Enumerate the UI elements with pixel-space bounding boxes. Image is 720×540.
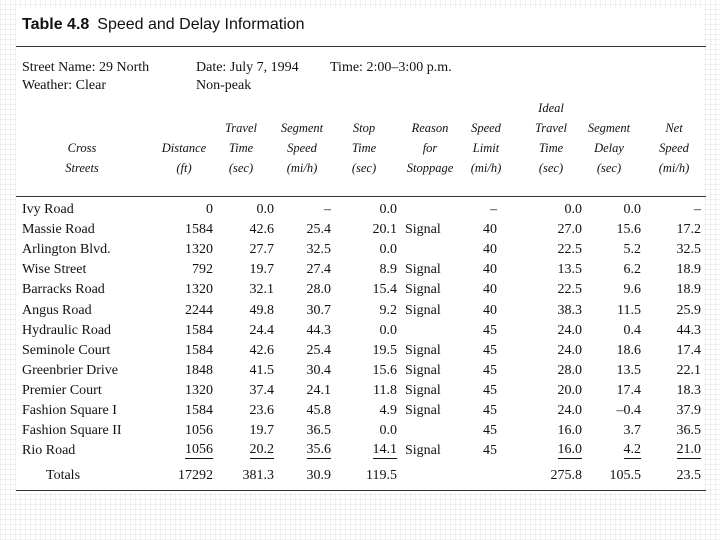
table-cell: 42.6	[249, 222, 274, 238]
table-cell: 27.7	[249, 242, 274, 258]
column-header-line: Travel	[535, 121, 567, 135]
table-cell: Barracks Road	[22, 282, 105, 298]
table-cell: 15.4	[372, 282, 397, 298]
column-header	[634, 118, 714, 178]
table-cell: 45	[483, 382, 497, 398]
table-row	[16, 321, 706, 341]
column-header-line: Segment	[587, 121, 631, 135]
table-row	[16, 341, 706, 361]
table-cell: 9.6	[623, 282, 641, 298]
totals-cell: Totals	[46, 468, 81, 484]
totals-cell: 275.8	[550, 468, 582, 484]
table-cell: 27.4	[306, 262, 331, 278]
table-cell: Signal	[405, 362, 441, 378]
table-cell: 13.5	[616, 362, 641, 378]
table-cell: Massie Road	[22, 222, 95, 238]
table-cell: 0.0	[379, 423, 397, 439]
column-header-line: Delay	[594, 141, 624, 155]
column-header-line: Streets	[65, 161, 99, 175]
table-cell: 8.9	[379, 262, 397, 278]
street-name: Street Name: 29 North	[22, 60, 150, 75]
table-cell: 1056	[185, 423, 213, 439]
table-cell: 30.4	[306, 362, 331, 378]
table-cell: 17.4	[616, 382, 641, 398]
table-cell: Signal	[405, 262, 441, 278]
table-row	[16, 240, 706, 260]
column-header-line: Cross	[67, 141, 97, 155]
table-cell: 36.5	[676, 423, 701, 439]
table-cell: 18.3	[676, 382, 701, 398]
column-header-line: (ft)	[176, 161, 192, 175]
table-cell: 22.5	[557, 282, 582, 298]
table-cell: Greenbrier Drive	[22, 362, 119, 378]
table-cell: 45.8	[306, 403, 331, 418]
table-cell: –	[490, 202, 497, 217]
table-cell: Fashion Square I	[22, 403, 117, 418]
table-cell: 28.0	[306, 282, 331, 298]
table-cell: 18.6	[616, 342, 641, 358]
table-cell: Signal	[405, 403, 441, 418]
totals-cell: 17292	[178, 468, 213, 484]
column-header	[42, 118, 122, 178]
table-cell: 40	[483, 282, 497, 298]
column-header-line: for	[422, 141, 438, 155]
table-cell: 0.0	[623, 202, 641, 217]
table-title	[22, 16, 305, 34]
table-row	[16, 301, 706, 321]
table-cell: Signal	[405, 222, 441, 238]
table-cell: 37.9	[676, 403, 701, 418]
table-number: Table 4.8	[22, 16, 90, 33]
bottom-rule	[16, 490, 706, 491]
table-cell: 35.6	[306, 442, 331, 458]
table-cell: 15.6	[372, 362, 397, 378]
table-cell: 1848	[185, 362, 213, 378]
table-cell: 24.4	[249, 322, 274, 338]
table-cell: 1320	[185, 242, 213, 258]
table-cell: 45	[483, 443, 497, 459]
table-cell: 2244	[185, 302, 213, 318]
header-rule	[16, 196, 706, 197]
table-caption: Speed and Delay Information	[97, 16, 305, 33]
table-cell: 1320	[185, 282, 213, 298]
column-header-line: Reason	[411, 121, 449, 135]
table-cell: 32.5	[306, 242, 331, 258]
column-header-line: (sec)	[596, 161, 622, 175]
table-cell: 0	[206, 202, 213, 217]
table-cell: Fashion Square II	[22, 423, 122, 439]
table-cell: 37.4	[249, 382, 274, 398]
column-header-line: Net	[665, 121, 683, 135]
table-cell: 24.0	[557, 322, 582, 338]
column-header-line: Travel	[225, 121, 257, 135]
totals-cell: 23.5	[676, 468, 701, 484]
table-cell: 0.4	[623, 322, 641, 338]
column-header-line: (sec)	[228, 161, 254, 175]
table-cell: 44.3	[306, 322, 331, 338]
column-header-line: Stop	[352, 121, 376, 135]
totals-cell: 119.5	[366, 468, 397, 484]
table-cell: 41.5	[249, 362, 274, 378]
date: Date: July 7, 1994	[196, 60, 299, 75]
table-cell: 17.4	[676, 342, 701, 358]
table-cell: 22.5	[557, 242, 582, 258]
table-cell: 9.2	[379, 302, 397, 318]
table-cell: 1056	[185, 442, 213, 458]
table-cell: 42.6	[249, 342, 274, 358]
table-cell: Seminole Court	[22, 342, 111, 358]
table-cell: 25.4	[306, 222, 331, 238]
column-header-line: Time	[351, 141, 377, 155]
table-cell: 4.9	[379, 403, 397, 418]
table-cell: 1320	[185, 382, 213, 398]
table-cell: 24.0	[557, 403, 582, 418]
table-cell: 19.7	[249, 262, 274, 278]
table-cell: 25.9	[676, 302, 701, 318]
table-cell: 30.7	[306, 302, 331, 318]
table-cell: 792	[192, 262, 213, 278]
column-header-line: Time	[538, 141, 564, 155]
column-header-line: Speed	[471, 121, 501, 135]
table-cell: 11.5	[617, 302, 641, 318]
table-cell: 24.1	[306, 382, 331, 398]
table-cell: Signal	[405, 382, 441, 398]
table-row	[16, 421, 706, 441]
table-row	[16, 381, 706, 401]
table-cell: 21.0	[676, 442, 701, 458]
table-row	[16, 401, 706, 421]
table-cell: 45	[483, 342, 497, 358]
table-cell: 40	[483, 262, 497, 278]
table-cell: 25.4	[306, 342, 331, 358]
table-cell: 24.0	[557, 342, 582, 358]
column-header-line: Speed	[659, 141, 689, 155]
table-cell: 1584	[185, 342, 213, 358]
table-cell: 45	[483, 403, 497, 418]
column-header-line: (mi/h)	[470, 161, 502, 175]
table-cell: 38.3	[557, 302, 582, 318]
table-cell: Rio Road	[22, 443, 76, 459]
table-row	[16, 200, 706, 220]
column-header-line: (mi/h)	[658, 161, 690, 175]
table-cell: 1584	[185, 322, 213, 338]
time: Time: 2:00–3:00 p.m.	[330, 60, 452, 75]
table-cell: 11.8	[373, 382, 397, 398]
table-cell: 22.1	[676, 362, 701, 378]
table-cell: 1584	[185, 222, 213, 238]
column-header-line: Distance	[161, 141, 207, 155]
table-cell: 40	[483, 242, 497, 258]
table-cell: –	[324, 202, 331, 217]
table-cell: 19.5	[372, 342, 397, 358]
table-cell: Signal	[405, 342, 441, 358]
table-cell: 0.0	[379, 242, 397, 258]
table-cell: Signal	[405, 302, 441, 318]
table-cell: 32.1	[249, 282, 274, 298]
table-cell: 3.7	[623, 423, 641, 439]
table-cell: 20.2	[249, 442, 274, 458]
table-cell: 16.0	[557, 442, 582, 458]
table-page	[16, 8, 704, 493]
column-header-line: (sec)	[538, 161, 564, 175]
table-cell: 32.5	[676, 242, 701, 258]
table-cell: Angus Road	[22, 302, 92, 318]
table-cell: 18.9	[676, 282, 701, 298]
table-cell: 16.0	[557, 423, 582, 439]
table-cell: 19.7	[249, 423, 274, 439]
column-header-line: Speed	[287, 141, 317, 155]
totals-cell: 30.9	[306, 468, 331, 484]
column-header-line: Segment	[280, 121, 324, 135]
table-cell: 20.0	[557, 382, 582, 398]
table-cell: 45	[483, 322, 497, 338]
table-cell: 36.5	[306, 423, 331, 439]
weather: Weather: Clear	[22, 78, 106, 93]
table-cell: 20.1	[372, 222, 397, 238]
table-cell: 23.6	[249, 403, 274, 418]
table-cell: 14.1	[372, 442, 397, 458]
table-cell: 0.0	[379, 202, 397, 217]
table-cell: Ivy Road	[22, 202, 74, 217]
table-cell: 6.2	[623, 262, 641, 278]
table-cell: 0.0	[379, 322, 397, 338]
column-header-line: Ideal	[538, 101, 564, 115]
table-cell: 4.2	[623, 442, 641, 458]
table-cell: Arlington Blvd.	[22, 242, 111, 258]
table-cell: 45	[483, 362, 497, 378]
column-header-line: Time	[228, 141, 254, 155]
table-cell: 28.0	[557, 362, 582, 378]
column-header-line	[42, 118, 122, 138]
table-cell: 40	[483, 222, 497, 238]
table-cell: 49.8	[249, 302, 274, 318]
totals-row	[16, 466, 706, 486]
table-cell: –0.4	[616, 403, 641, 418]
table-cell: Hydraulic Road	[22, 322, 112, 338]
table-cell: Premier Court	[22, 382, 102, 398]
table-cell: 5.2	[623, 242, 641, 258]
table-cell: 0.0	[564, 202, 582, 217]
table-row	[16, 280, 706, 300]
table-cell: 1584	[185, 403, 213, 418]
table-cell: 45	[483, 423, 497, 439]
column-header-line: Stoppage	[406, 161, 454, 175]
table-cell: 27.0	[557, 222, 582, 238]
table-cell: 17.2	[676, 222, 701, 238]
table-cell: Signal	[405, 443, 441, 459]
table-row	[16, 361, 706, 381]
table-cell: Signal	[405, 282, 441, 298]
table-cell: 13.5	[557, 262, 582, 278]
column-header-line: (sec)	[351, 161, 377, 175]
top-rule	[16, 46, 706, 47]
totals-cell: 105.5	[609, 468, 641, 484]
totals-cell: 381.3	[242, 468, 274, 484]
column-header-line: (mi/h)	[286, 161, 318, 175]
table-cell: 44.3	[676, 322, 701, 338]
table-cell: –	[694, 202, 701, 217]
column-header-line: Limit	[472, 141, 500, 155]
table-row	[16, 441, 706, 461]
table-row	[16, 260, 706, 280]
period: Non-peak	[196, 78, 252, 93]
table-cell: 0.0	[256, 202, 274, 217]
table-row	[16, 220, 706, 240]
table-cell: 15.6	[616, 222, 641, 238]
table-cell: Wise Street	[22, 262, 87, 278]
table-cell: 18.9	[676, 262, 701, 278]
table-cell: 40	[483, 302, 497, 318]
